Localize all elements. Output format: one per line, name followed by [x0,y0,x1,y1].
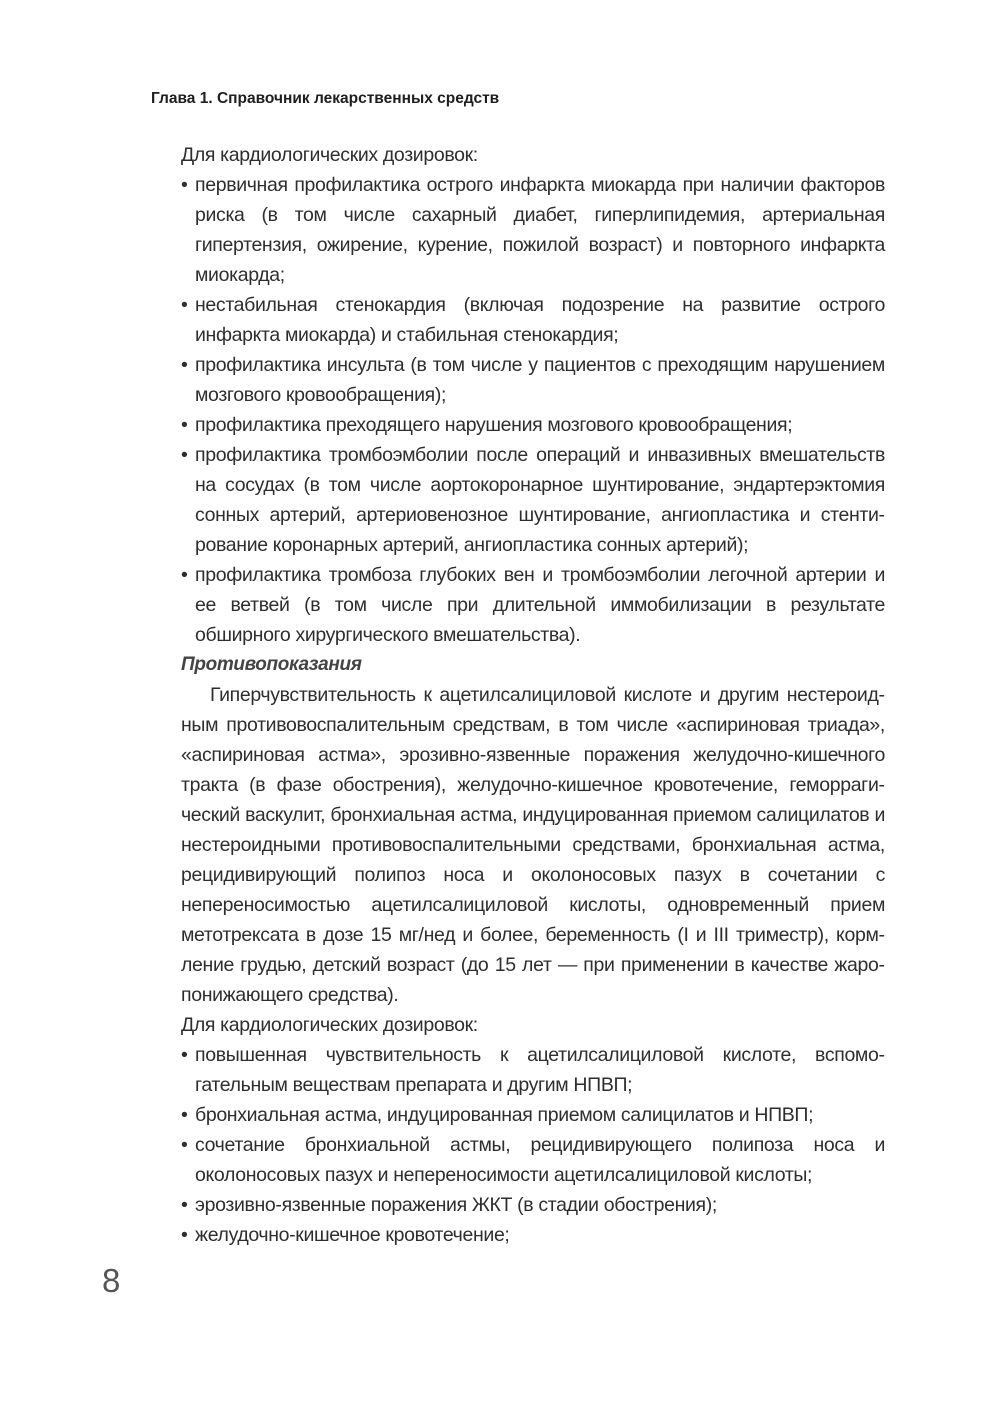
contraindications-heading: Противопоказания [181,654,362,675]
list-item: • профилактика тромбоэмболии после операций и инвазивных вмешательств на сосудах (в том числе аортокоронарное шунтирование, эндартерэктомия сонных артерий, артериовенозное шунтирование, ангиопластика и стентирование коронарных артерий, ангиопластика сонных артерий); [181,440,885,560]
list-item: • первичная профилактика острого инфаркта миокарда при наличии факторов риска (в том числе сахарный диабет, гиперлипидемия, артериальная гипертензия, ожирение, курение, пожилой возраст) и повторного инфаркта миокарда; [181,170,885,290]
list-item: • бронхиальная астма, индуцированная приемом салицилатов и НПВП; [181,1100,885,1130]
page-number: 8 [102,1262,122,1299]
indications-lead: Для кардиологических дозировок: [181,144,478,166]
contraindications-lead: Для кардиологических дозировок: [181,1014,478,1036]
contraindications-list [181,1040,885,1250]
list-item: • профилактика инсульта (в том числе у пациентов с преходящим нарушением мозгового кровообращения); [181,350,885,410]
page-body [181,140,885,1250]
list-item: • профилактика преходящего нарушения мозгового кровообращения; [181,410,885,440]
list-item: • профилактика тромбоза глубоких вен и тромбоэмболии легочной артерии и ее ветвей (в том числе при длительной иммобилизации в результате обширного хирургического вмешательства). [181,560,885,650]
list-item: • повышенная чувствительность к ацетилсалициловой кислоте, вспомогательным веществам препарата и другим НПВП; [181,1040,885,1100]
list-item: • нестабильная стенокардия (включая подозрение на развитие острого инфаркта миокарда) и стабильная стенокардия; [181,290,885,350]
indications-list [181,170,885,650]
contraindications-paragraph: Гиперчувствительность к ацетилсалициловой кислоте и другим нестероидным противовоспалительным средствам, в том числе «аспириновая триада», «аспириновая астма», эрозивно-язвенные поражения желудочно-кишечного тракта (в фазе обострения), желудочно-кишечное кровотечение, геморрагический васкулит, бронхиальная астма, индуцированная приемом салицилатов и нестероидными противовоспалительными средствами, бронхиальная астма, рецидивирующий полипоз носа и околоносовых пазух в сочетании с непереносимостью ацетилсалициловой кислоты, одновременный прием метотрексата в дозе 15 мг/нед и более, беременность (I и III триместр), кормление грудью, детский возраст (до 15 лет — при применении в качестве жаропонижающего средства). [181,684,885,1006]
list-item: • эрозивно-язвенные поражения ЖКТ (в стадии обострения); [181,1190,885,1220]
list-item: • желудочно-кишечное кровотечение; [181,1220,885,1250]
list-item: • сочетание бронхиальной астмы, рецидивирующего полипоза носа и околоносовых пазух и непереносимости ацетилсалициловой кислоты; [181,1130,885,1190]
chapter-header: Глава 1. Справочник лекарственных средств [151,90,500,107]
